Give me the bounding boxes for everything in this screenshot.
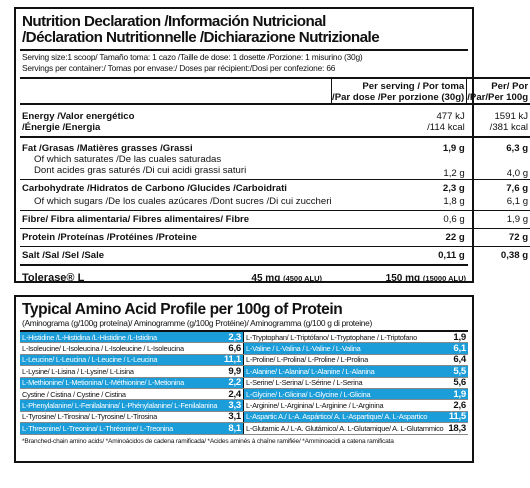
- amino-cell-left: [20, 389, 244, 399]
- amino-grid: [20, 330, 468, 435]
- row-value-serving: /114 kcal: [427, 122, 465, 133]
- nutrition-table: [20, 77, 530, 264]
- amino-cell-right: [244, 412, 468, 422]
- row-value-100g: 7,6 g: [467, 180, 530, 195]
- amino-name: L-Threonine/ L-Treonina/ L-Thréonine/ L-Treonina: [22, 423, 173, 433]
- amino-name: L-Glycine/ L-Glicina/ L-Glycine / L-Glicina: [246, 389, 371, 399]
- amino-value: 6,1: [453, 343, 466, 355]
- amino-cell-left: [20, 400, 244, 410]
- table-row-salt: [20, 247, 530, 265]
- table-row: [20, 412, 468, 423]
- row-label: Of which saturates /De las cuales saturadas: [34, 154, 222, 165]
- amino-value: 2,6: [453, 400, 466, 412]
- tolerase-alu-100g: (15000 ALU): [422, 274, 466, 283]
- row-value-100g: 1,9 g: [467, 211, 530, 229]
- row-value-100g: 0,38 g: [467, 247, 530, 265]
- table-row-energy: [20, 104, 530, 122]
- tolerase-row: [16, 266, 472, 284]
- table-row-sugars: [20, 194, 530, 211]
- amino-value: 1,9: [453, 388, 466, 400]
- amino-value: 3,1: [228, 411, 241, 423]
- amino-name: L-Isoleucine/ L-Isoleucina / L-Isoleucine / L-Isoleucina: [22, 344, 184, 354]
- amino-name: L-Phenylalanine/ L-Fenilalanina/ L-Phénylalanine/ L-Fenilalanina: [22, 401, 218, 411]
- table-row: [20, 332, 468, 343]
- nutrition-title: Nutrition Declaration /Información Nutricional: [22, 13, 326, 30]
- amino-cell-left: [20, 332, 244, 342]
- row-value-serving: 0,6 g: [332, 211, 467, 229]
- amino-value: 11,5: [448, 411, 466, 423]
- amino-title: Typical Amino Acid Profile per 100g of Protein: [22, 301, 343, 318]
- row-label-2: Dont acides gras saturés /Di cui acidi grassi saturi: [34, 165, 247, 176]
- row-label: Of which sugars /De los cuales azúcares /Dont sucres /Di cui zuccheri: [34, 196, 332, 207]
- row-label: Salt /Sal /Sel /Sale: [20, 247, 332, 265]
- amino-name: L-Valine / L-Valina / L-Valine / L-Valina: [246, 344, 361, 354]
- tolerase-value-serving: 45 mg: [251, 273, 281, 284]
- header-per-100g-2: /Par/Per 100g: [467, 92, 529, 103]
- row-value-serving: 1,9 g: [332, 137, 467, 154]
- amino-value: 8,1: [228, 422, 241, 434]
- amino-cell-left: [20, 366, 244, 376]
- amino-name: L-Methionine/ L-Metionina/ L-Méthionine/ L-Metionina: [22, 378, 185, 388]
- header-per-100g: Per/ Por: [491, 81, 529, 92]
- tolerase-value-100g: 150 mg: [385, 273, 421, 284]
- header-per-serving-2: /Par dose /Per porzione (30g): [332, 92, 465, 103]
- amino-name: L-Lysine/ L-Lisina / L-Lysine/ L-Lisina: [22, 366, 134, 376]
- row-label: /Énergie /Energia: [22, 122, 101, 133]
- serving-size: Serving size:1 scoop/ Tamaño toma: 1 cazo /Taille de dose: 1 dosette /Porzione: 1 misurino (30g): [22, 52, 363, 62]
- table-header-row: [20, 78, 530, 104]
- table-row-fibre: [20, 211, 530, 229]
- nutrition-title-2: /Déclaration Nutritionnelle /Dichiarazione Nutrizionale: [22, 29, 380, 46]
- row-value-serving: 1,8 g: [443, 196, 465, 207]
- amino-cell-right: [244, 423, 468, 433]
- row-label: Protein /Proteínas /Protéines /Proteine: [20, 229, 332, 247]
- table-row-fat: [20, 137, 530, 154]
- table-row: [20, 389, 468, 400]
- table-row: [20, 343, 468, 354]
- amino-value: 11,1: [223, 354, 241, 366]
- amino-cell-right: [244, 378, 468, 388]
- amino-name: Cystine / Cistina / Cystine / Cistina: [22, 389, 126, 399]
- table-row-energy-kcal: [20, 122, 530, 137]
- table-row: [20, 400, 468, 411]
- amino-value: 6,4: [453, 354, 466, 366]
- amino-footnote: *Branched-chain amino acids/ *Aminoácidos de cadena ramificada/ *Acides aminés à chaîne ramifiée/ *Amminoacidi a catena ramificata: [22, 437, 394, 445]
- table-row: [20, 355, 468, 366]
- table-row-saturates: [20, 154, 530, 180]
- row-value-serving: 1,2 g: [443, 168, 465, 179]
- amino-subtitle: (Aminograma (g/100g proteína)/ Aminogramme (g/100g Protéine)/ Aminogramma (g/100 g di proteine): [22, 318, 372, 328]
- row-label: Energy /Valor energético: [20, 104, 332, 122]
- row-value-serving: 477 kJ: [332, 104, 467, 122]
- amino-cell-left: [20, 412, 244, 422]
- amino-name: L-Serine/ L-Serina/ L-Sérine / L-Serina: [246, 378, 363, 388]
- row-value-100g: 4,0 g: [506, 168, 529, 179]
- amino-cell-right: [244, 332, 468, 342]
- row-value-100g: 6,3 g: [467, 137, 530, 154]
- amino-cell-left: [20, 343, 244, 353]
- row-value-serving: 22 g: [332, 229, 467, 247]
- amino-cell-left: [20, 355, 244, 365]
- amino-cell-right: [244, 366, 468, 376]
- table-row-carbohydrate: [20, 180, 530, 195]
- tolerase-alu-serving: (4500 ALU): [283, 274, 322, 283]
- row-value-serving: 0,11 g: [332, 247, 467, 265]
- amino-name: L-Alanine/ L-Alanina/ L-Alanine / L-Alanina: [246, 366, 375, 376]
- row-label: Fibre/ Fibra alimentaria/ Fibres alimentaires/ Fibre: [20, 211, 332, 229]
- row-label: Fat /Grasas /Matières grasses /Grassi: [20, 137, 332, 154]
- row-value-100g: 1591 kJ: [467, 104, 530, 122]
- amino-value: 9,9: [228, 365, 241, 377]
- amino-name: L-Proline/ L-Prolina/ L-Proline / L-Prolina: [246, 355, 368, 365]
- row-label: Carbohydrate /Hidratos de Carbono /Glucides /Carboidrati: [20, 180, 332, 195]
- amino-name: L-Glutamic A./ L-A. Glutámico/ A. L-Glutamique/ A. L-Glutammico: [246, 423, 444, 433]
- amino-cell-right: [244, 400, 468, 410]
- amino-value: 3,3: [228, 400, 241, 412]
- amino-cell-right: [244, 389, 468, 399]
- amino-acid-panel: [14, 295, 474, 463]
- tolerase-label: Tolerase® L: [22, 272, 85, 284]
- amino-value: 5,5: [453, 365, 466, 377]
- table-row-protein: [20, 229, 530, 247]
- amino-cell-left: [20, 378, 244, 388]
- header-per-serving: Per serving / Por toma: [362, 81, 465, 92]
- amino-name: L-Histidine /L-Histidina /L-Histidine /L-Istidina: [22, 332, 157, 342]
- servings-per-container: Servings per container:/ Tomas por envase:/ Doses par récipient:/Dosi per confezione: 66: [22, 63, 336, 73]
- row-value-serving: 2,3 g: [332, 180, 467, 195]
- amino-value: 2,2: [228, 377, 241, 389]
- amino-name: L-Tryptophan/ L-Triptófano/ L-Tryptophane / L-Triptofano: [246, 332, 417, 342]
- table-row: [20, 423, 468, 434]
- amino-value: 6,6: [228, 343, 241, 355]
- nutrition-panel: [14, 7, 529, 284]
- table-row: [20, 366, 468, 377]
- row-value-100g: /381 kcal: [489, 122, 529, 133]
- row-value-100g: 6,1 g: [506, 196, 529, 207]
- amino-cell-right: [244, 355, 468, 365]
- amino-value: 18,3: [448, 422, 466, 434]
- amino-value: 2,4: [228, 388, 241, 400]
- amino-name: L-Tyrosine/ L-Tirosina/ L-Tyrosine/ L-Tirosina: [22, 412, 157, 422]
- table-row: [20, 378, 468, 389]
- amino-value: 5,6: [453, 377, 466, 389]
- amino-cell-left: [20, 423, 244, 433]
- amino-cell-right: [244, 343, 468, 353]
- row-value-100g: 72 g: [467, 229, 530, 247]
- amino-name: L-Arginine/ L-Arginina/ L-Arginine / L-Arginina: [246, 401, 384, 411]
- amino-name: L-Leucine/ L-Leucina / L-Leucine / L-Leucina: [22, 355, 158, 365]
- amino-name: L-Aspartic A./ L-A. Aspártico/ A. L-Aspartique/ A. L-Aspartico: [246, 412, 428, 422]
- amino-value: 2,3: [228, 331, 241, 343]
- amino-value: 1,9: [453, 331, 466, 343]
